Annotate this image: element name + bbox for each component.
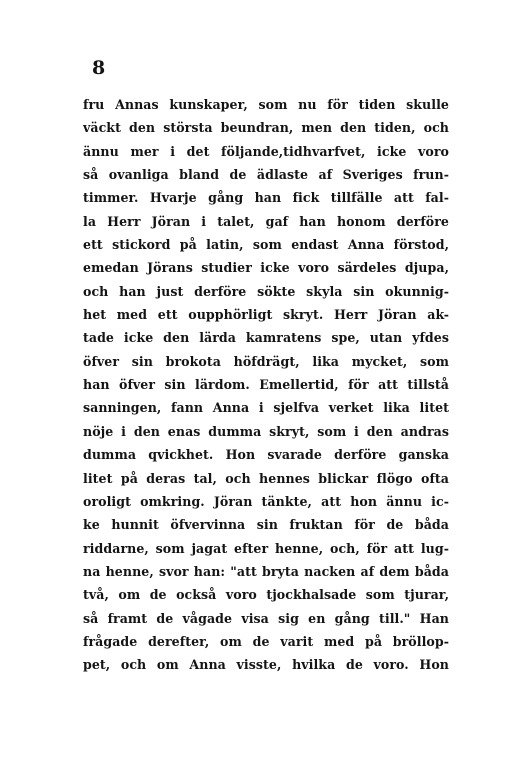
text-line: väckt den största beundran, men den tiden, och	[83, 120, 449, 136]
text-line: ke hunnit öfvervinna sin fruktan för de båda	[83, 517, 449, 533]
text-line: två, om de också voro tjockhalsade som tjurar,	[83, 587, 449, 603]
page-number: 8	[92, 57, 106, 79]
text-line: fru Annas kunskaper, som nu för tiden skulle	[83, 97, 449, 112]
body-text	[83, 93, 449, 677]
text-line: så framt de vågade visa sig en gång till." Han	[83, 610, 449, 626]
text-line: oroligt omkring. Jöran tänkte, att hon ännu ic-	[83, 493, 449, 509]
text-line: ett stickord på latin, som endast Anna förstod,	[83, 237, 449, 253]
text-line: tade icke den lärda kamratens spe, utan yfdes	[83, 330, 449, 346]
text-line: sanningen, fann Anna i sjelfva verket lika litet	[83, 400, 449, 416]
text-line: så ovanliga bland de ädlaste af Sveriges frun-	[83, 167, 449, 183]
text-line: ännu mer i det följande,tidhvarfvet, icke voro	[83, 143, 449, 159]
text-line: nöje i den enas dumma skryt, som i den andras	[83, 423, 449, 439]
text-line: het med ett oupphörligt skryt. Herr Jöran ak-	[83, 307, 449, 323]
text-line: riddarne, som jagat efter henne, och, för att lug-	[83, 540, 449, 556]
text-line: han öfver sin lärdom. Emellertid, för att tillstå	[83, 377, 449, 393]
text-line: dumma qvickhet. Hon svarade derföre ganska	[83, 447, 449, 463]
text-line: timmer. Hvarje gång han fick tillfälle att fal-	[83, 190, 449, 206]
text-line: öfver sin brokota höfdrägt, lika mycket, som	[83, 353, 449, 369]
text-line: och han just derföre sökte skyla sin okunnig-	[83, 283, 449, 299]
text-line: na henne, svor han: "att bryta nacken af dem båda	[83, 563, 449, 579]
text-line: frågade derefter, om de varit med på bröllop-	[83, 633, 449, 649]
text-line: la Herr Jöran i talet, gaf han honom derföre	[83, 213, 449, 229]
text-line: litet på deras tal, och hennes blickar flögo ofta	[83, 470, 449, 486]
text-line: emedan Jörans studier icke voro särdeles djupa,	[83, 260, 449, 276]
text-line: pet, och om Anna visste, hvilka de voro. Hon	[83, 657, 449, 673]
